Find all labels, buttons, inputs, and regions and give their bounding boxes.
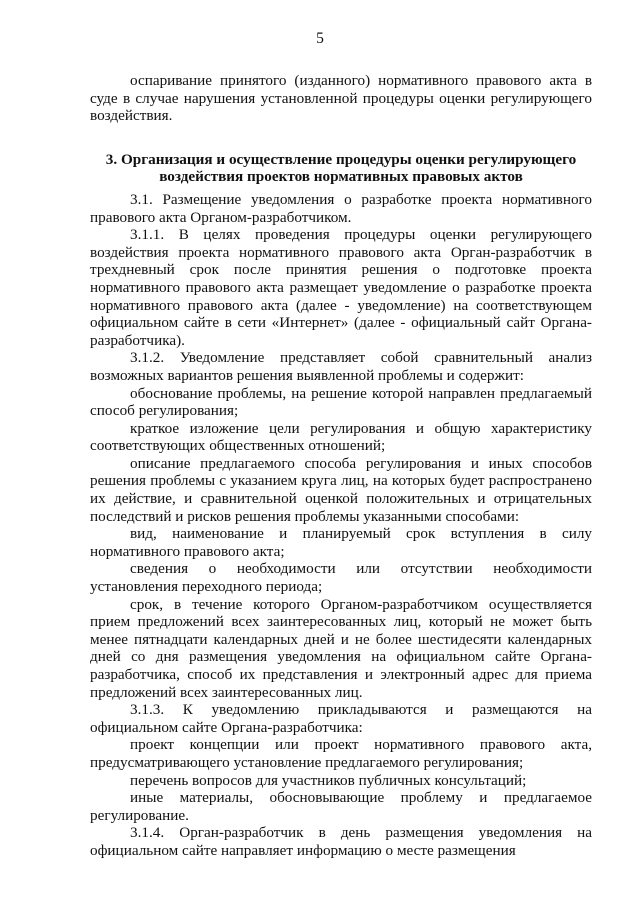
paragraph: вид, наименование и планируемый срок вступления в силу нормативного правового акта;: [90, 525, 592, 560]
intro-continuation: оспаривание принятого (изданного) нормативного правового акта в суде в случае нарушения установленной процедуры оценки регулирующего воздействия.: [90, 72, 592, 125]
paragraph: перечень вопросов для участников публичных консультаций;: [130, 771, 527, 789]
paragraph: 3.1. Размещение уведомления о разработке проекта нормативного правового акта Органом-разработчиком.: [90, 190, 592, 226]
paragraph: описание предлагаемого способа регулирования и иных способов решения проблемы с указанием круга лиц, на которых будет распространено их действие, и сравнительной оценкой положительных и отрицательных последствий и рисков решения проблемы указанными способами:: [90, 454, 592, 525]
paragraph: иные материалы, обосновывающие проблему и предлагаемое регулирование.: [90, 789, 592, 824]
document-body: [90, 72, 592, 860]
page-number: 5: [316, 30, 324, 47]
paragraph: 3.1.2. Уведомление представляет собой сравнительный анализ возможных вариантов решения выявленной проблемы и содержит:: [90, 349, 592, 384]
paragraph: сведения о необходимости или отсутствии необходимости установления переходного периода;: [90, 560, 592, 596]
paragraph: обоснование проблемы, на решение которой направлен предлагаемый способ регулирования;: [90, 384, 592, 420]
paragraph: 3.1.1. В целях проведения процедуры оценки регулирующего воздействия проекта нормативного правового акта Орган-разработчик в трехдневный срок после принятия решения о подготовке проекта нормативного правового акта размещает уведомление о разработке проекта нормативного правового акта (далее - уведомление) на соответствующем официальном сайте в сети «Интернет» (далее - официальный сайт Органа-разработчика).: [90, 226, 592, 349]
paragraph: проект концепции или проект нормативного правового акта, предусматривающего установление предлагаемого регулирования;: [90, 736, 592, 771]
paragraph: 3.1.4. Орган-разработчик в день размещения уведомления на официальном сайте направляет информацию о месте размещения: [90, 824, 592, 859]
paragraph: срок, в течение которого Органом-разработчиком осуществляется прием предложений всех заинтересованных лиц, который не может быть менее пятнадцати календарных дней и не более шестидесяти календарных дней со дня размещения уведомления на официальном сайте Органа-разработчика, способ их представления и электронный адрес для приема предложений всех заинтересованных лиц.: [90, 595, 592, 701]
paragraph: краткое изложение цели регулирования и общую характеристику соответствующих общественных отношений;: [90, 419, 592, 455]
section-heading: 3. Организация и осуществление процедуры оценки регулирующего воздействия проектов нормативных правовых актов: [105, 150, 577, 186]
paragraph: 3.1.3. К уведомлению прикладываются и размещаются на официальном сайте Органа-разработчика:: [90, 701, 592, 736]
